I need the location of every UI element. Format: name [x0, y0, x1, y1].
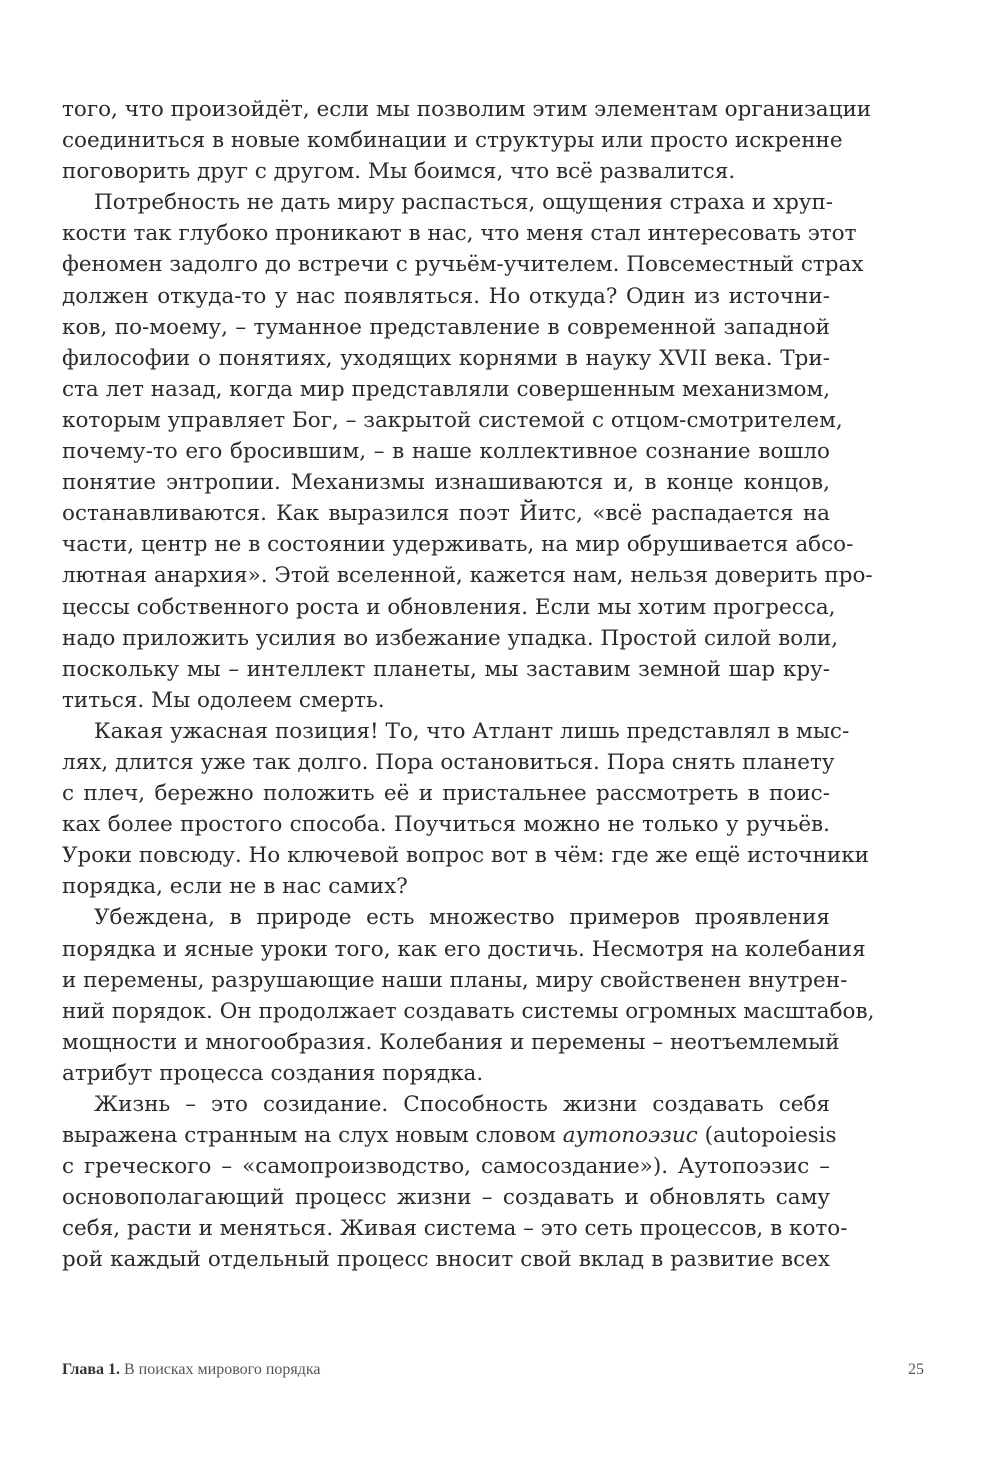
- chapter-title: В поисках мирового порядка: [124, 1361, 321, 1378]
- text-line: Убеждена, в природе есть множество примеров проявления: [94, 905, 830, 931]
- text-line: мощности и многообразия. Колебания и перемены – неотъемлемый: [62, 1029, 840, 1055]
- text-line: лютная анархия». Этой вселенной, кажется нам, нельзя доверить про-: [62, 563, 873, 589]
- text-line: ков, по-моему, – туманное представление в современной западной: [62, 314, 830, 340]
- paragraph: [62, 902, 875, 1089]
- text-line: того, что произойдёт, если мы позволим этим элементам организации: [62, 97, 872, 122]
- text-line: порядка и ясные уроки того, как его достичь. Несмотря на колебания: [62, 936, 866, 962]
- text-line: выражена странным на слух новым словом аутопоэзис (autopoiesis: [62, 1123, 837, 1149]
- text-line: феномен задолго до встречи с ручьём-учителем. Повсеместный страх: [62, 252, 864, 278]
- text-line: ста лет назад, когда мир представляли совершенным механизмом,: [62, 376, 831, 402]
- text-line: Уроки повсюду. Но ключевой вопрос вот в чём: где же ещё источники: [62, 843, 869, 869]
- text-line: которым управляет Бог, – закрытой системой с отцом-смотрителем,: [62, 407, 843, 433]
- text-line: поговорить друг с другом. Мы боимся, что всё развалится.: [62, 159, 736, 185]
- text-line: философии о понятиях, уходящих корнями в науку XVII века. Три-: [62, 345, 830, 371]
- text-line: основополагающий процесс жизни – создавать и обновлять саму: [62, 1185, 830, 1211]
- text-line: части, центр не в состоянии удерживать, на мир обрушивается абсо-: [62, 532, 854, 558]
- text-line: кости так глубоко проникают в нас, что меня стал интересовать этот: [62, 221, 857, 247]
- text-line: лях, длится уже так долго. Пора остановиться. Пора снять планету: [62, 749, 835, 775]
- text-line: атрибут процесса создания порядка.: [62, 1060, 484, 1086]
- text-line: понятие энтропии. Механизмы изнашиваются и, в конце концов,: [62, 470, 830, 496]
- page-number: 25: [908, 1361, 924, 1378]
- text-line: цессы собственного роста и обновления. Если мы хотим прогресса,: [62, 594, 836, 620]
- text-line: поскольку мы – интеллект планеты, мы заставим земной шар кру-: [62, 656, 830, 682]
- emphasized-term: аутопоэзис: [562, 1123, 698, 1149]
- text-line: титься. Мы одолеем смерть.: [62, 687, 385, 713]
- paragraph: [62, 94, 872, 187]
- text-line: рой каждый отдельный процесс вносит свой вклад в развитие всех: [62, 1247, 830, 1273]
- text-line: Жизнь – это созидание. Способность жизни создавать себя: [94, 1092, 830, 1117]
- text-line: себя, расти и меняться. Живая система – это сеть процессов, в кото-: [62, 1216, 848, 1242]
- text-line: надо приложить усилия во избежание упадка. Простой силой воли,: [62, 625, 839, 651]
- chapter-reference: [62, 1361, 321, 1379]
- body-text: [62, 94, 875, 1276]
- text-line: порядка, если не в нас самих?: [62, 874, 408, 900]
- text-line: соединиться в новые комбинации и структуры или просто искренне: [62, 128, 843, 154]
- text-line: ний порядок. Он продолжает создавать системы огромных масштабов,: [62, 998, 875, 1024]
- paragraph: [62, 716, 869, 903]
- chapter-label: Глава 1.: [62, 1361, 120, 1378]
- text-line: должен откуда-то у нас появляться. Но откуда? Один из источни-: [62, 283, 830, 309]
- text-line: ках более простого способа. Поучиться можно не только у ручьёв.: [62, 812, 830, 838]
- paragraph: [62, 1089, 848, 1276]
- paragraph: [62, 187, 873, 716]
- text-line: останавливаются. Как выразился поэт Йитс, «всё распадается на: [62, 501, 830, 527]
- running-footer: [62, 1361, 924, 1383]
- text-line: почему-то его бросившим, – в наше коллективное сознание вошло: [62, 439, 830, 465]
- text-line: Потребность не дать миру распасться, ощущения страха и хруп-: [94, 190, 834, 216]
- text-line: и перемены, разрушающие наши планы, миру свойственен внутрен-: [62, 967, 848, 993]
- text-line: с плеч, бережно положить её и пристальнее рассмотреть в поис-: [62, 781, 830, 807]
- text-line: Какая ужасная позиция! То, что Атлант лишь представлял в мыс-: [94, 718, 850, 744]
- text-line: с греческого – «самопроизводство, самосоздание»). Аутопоэзис –: [62, 1154, 830, 1180]
